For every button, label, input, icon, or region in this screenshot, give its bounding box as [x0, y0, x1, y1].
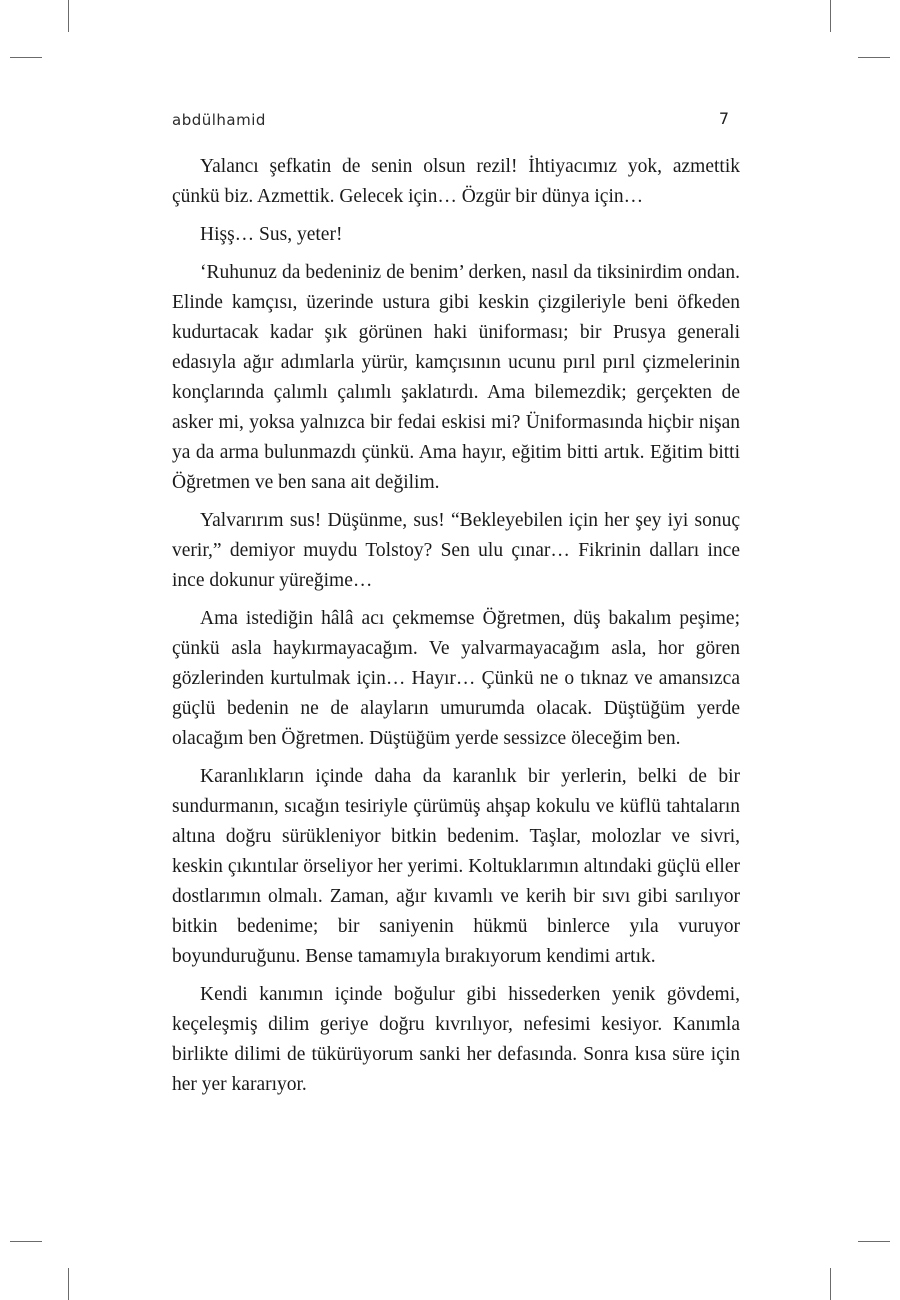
paragraph: ‘Ruhunuz da bedeniniz de benim’ derken, nasıl da tiksinirdim ondan. Elinde kamçısı, üzerinde ustura gibi keskin çizgileriyle beni öfkeden kudurtacak kadar şık görünen haki üniforması; bir Prusya generali edasıyla ağır adımlarla yürür, kamçısının ucunu pırıl pırıl çizmelerinin konçlarında çalımlı çalımlı şaklatırdı. Ama bilemezdik; gerçekten de asker mi, yoksa yalnızca bir fedai eskisi mi? Üniformasında hiçbir nişan ya da arma bulunmazdı çünkü. Ama hayır, eğitim bitti artık. Eğitim bitti Öğretmen ve ben sana ait değilim. — [172, 262, 740, 493]
page-number: 7 — [718, 109, 729, 128]
paragraph: Yalancı şefkatin de senin olsun rezil! İhtiyacımız yok, azmettik çünkü biz. Azmettik. Gelecek için… Özgür bir dünya için… — [172, 156, 740, 207]
paragraph: Hişş… Sus, yeter! — [200, 224, 343, 245]
crop-mark-bottom-left — [68, 1268, 69, 1300]
crop-mark-left-top — [10, 57, 42, 58]
paragraph: Yalvarırım sus! Düşünme, sus! “Bekleyebilen için her şey iyi sonuç verir,” demiyor muydu Tolstoy? Sen ulu çınar… Fikrinin dalları ince ince dokunur yüreğime… — [172, 510, 740, 591]
paragraph: Ama istediğin hâlâ acı çekmemse Öğretmen, düş bakalım peşime; çünkü asla haykırmayacağım. Ve yalvarmayacağım asla, hor gören gözlerinden kurtulmak için… Hayır… Çünkü ne o tıknaz ve amansızca güçlü bedenin ne de alayların umurumda olacak. Düştüğüm yerde olacağım ben Öğretmen. Düştüğüm yerde sessizce öleceğim ben. — [172, 608, 740, 749]
crop-mark-left-bottom — [10, 1241, 42, 1242]
crop-mark-bottom-right — [830, 1268, 831, 1300]
crop-mark-top-left — [68, 0, 69, 32]
paragraph: Kendi kanımın içinde boğulur gibi hissederken yenik gövdemi, keçeleşmiş dilim geriye doğru kıvrılıyor, nefesimi kesiyor. Kanımla birlikte dilimi de tükürüyorum sanki her defasında. Sonra kısa süre için her yer kararıyor. — [172, 984, 740, 1095]
crop-mark-right-top — [858, 57, 890, 58]
body-text — [172, 152, 740, 1108]
running-head — [172, 109, 729, 133]
header-title: abdülhamid — [172, 111, 266, 129]
paragraph: Karanlıkların içinde daha da karanlık bir yerlerin, belki de bir sundurmanın, sıcağın tesiriyle çürümüş ahşap kokulu ve küflü tahtaların altına doğru sürükleniyor bitkin bedenim. Taşlar, molozlar ve sivri, keskin çıkıntılar örseliyor her yerimi. Koltuklarımın altındaki güçlü eller dostlarımın olmalı. Zaman, ağır kıvamlı ve kerih bir sıvı gibi sarılıyor bitkin bedenime; bir saniyenin hükmü binlerce yıla vuruyor boyunduruğunu. Bense tamamıyla bırakıyorum kendimi artık. — [172, 766, 740, 967]
crop-mark-right-bottom — [858, 1241, 890, 1242]
crop-mark-top-right — [830, 0, 831, 32]
